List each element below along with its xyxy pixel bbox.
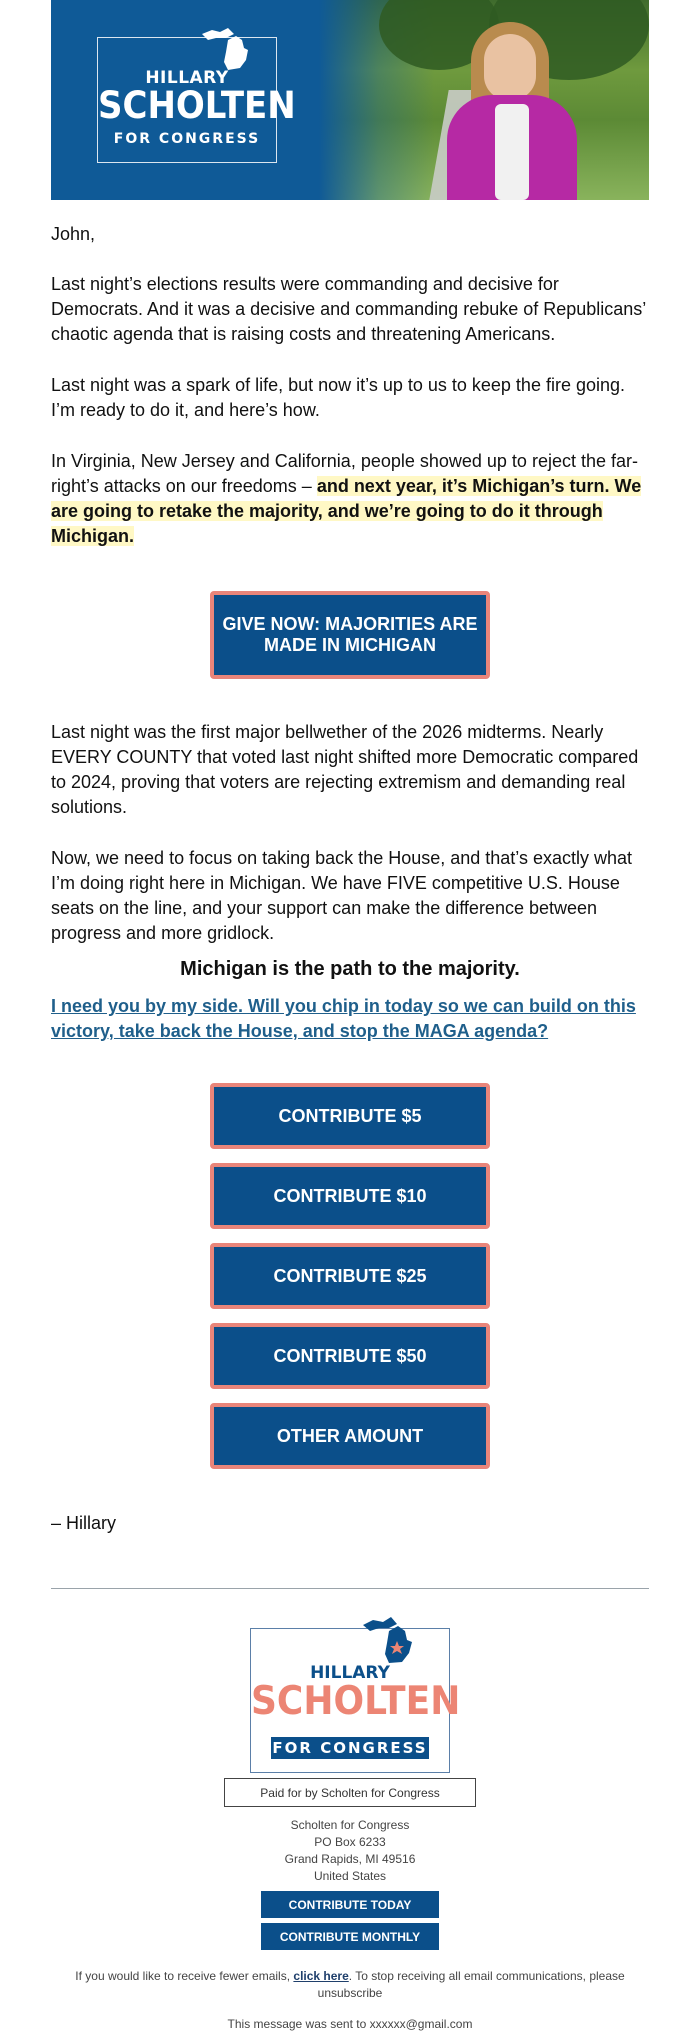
contribute-5-button[interactable]: CONTRIBUTE $5	[210, 1083, 490, 1149]
header-logo	[97, 37, 296, 163]
signoff: – Hillary	[51, 1513, 117, 1533]
michigan-map-icon	[198, 26, 254, 72]
headline: Michigan is the path to the majority.	[180, 958, 520, 980]
ask-link[interactable]: I need you by my side. Will you chip in today so we can build on this victory, take back the House, and stop the MAGA agenda?	[51, 996, 636, 1041]
contribute-25-button[interactable]: CONTRIBUTE $25	[210, 1243, 490, 1309]
paragraph-2: Last night was a spark of life, but now it’s up to us to keep the fire going. I’m ready to do it, and here’s how.	[51, 375, 626, 420]
footer-divider	[51, 1588, 649, 1589]
footer-logo-last-name: SCHOLTEN	[251, 1678, 461, 1725]
footer-logo-subtitle: FOR CONGRESS	[272, 1739, 428, 1757]
paragraph-5: Now, we need to focus on taking back the House, and that’s exactly what I’m doing right here in Michigan. We have FIVE competitive U.S. House seats on the line, and your support can make the difference between progress and more gridlock.	[51, 848, 633, 943]
contribute-monthly-button[interactable]: CONTRIBUTE MONTHLY	[261, 1923, 439, 1950]
contribute-today-button[interactable]: CONTRIBUTE TODAY	[261, 1891, 439, 1918]
paragraph-4: Last night was the first major bellwether of the 2026 midterms. Nearly EVERY COUNTY that voted last night shifted more Democratic compared to 2024, proving that voters are rejecting extremism and demanding real solutions.	[51, 722, 639, 817]
michigan-map-icon	[361, 1615, 417, 1665]
logo-subtitle: FOR CONGRESS	[113, 131, 261, 147]
give-now-button[interactable]: GIVE NOW: MAJORITIES ARE MADE IN MICHIGAN	[210, 591, 490, 679]
fewer-emails-link[interactable]: click here	[293, 1969, 349, 1983]
logo-first-name: HILLARY	[145, 68, 229, 88]
address-line-3: Grand Rapids, MI 49516	[284, 1852, 416, 1866]
footer-logo	[250, 1628, 461, 1773]
address-line-4: United States	[313, 1869, 387, 1883]
paragraph-3	[51, 449, 649, 549]
paragraph-3-highlight: and next year, it’s Michigan’s turn. We are going to retake the majority, and we’re going to do it through Michigan.	[51, 476, 642, 546]
paid-for-disclaimer: Paid for by Scholten for Congress	[224, 1778, 476, 1807]
sent-to-notice: This message was sent to xxxxxx@gmail.com	[227, 2017, 473, 2031]
unsubscribe-text: . To stop receiving all email communications, please unsubscribe	[317, 1969, 625, 2000]
address-line-1: Scholten for Congress	[290, 1818, 410, 1832]
paragraph-3-text: In Virginia, New Jersey and California, people showed up to reject the far-right’s attacks on our freedoms –	[51, 451, 638, 496]
candidate-photo	[319, 0, 649, 200]
other-amount-button[interactable]: OTHER AMOUNT	[210, 1403, 490, 1469]
footer-logo-first-name: HILLARY	[310, 1663, 390, 1683]
contribute-50-button[interactable]: CONTRIBUTE $50	[210, 1323, 490, 1389]
greeting: John,	[51, 224, 96, 244]
header-banner	[51, 0, 649, 200]
address-line-2: PO Box 6233	[314, 1835, 386, 1849]
paragraph-1: Last night’s elections results were commanding and decisive for Democrats. And it was a decisive and commanding rebuke of Republicans’ chaotic agenda that is raising costs and threatening Americans.	[51, 274, 646, 344]
fewer-emails-text: If you would like to receive fewer emails,	[75, 1969, 294, 1983]
contribute-10-button[interactable]: CONTRIBUTE $10	[210, 1163, 490, 1229]
email-preferences	[51, 1968, 649, 2002]
logo-last-name: SCHOLTEN	[98, 84, 296, 128]
